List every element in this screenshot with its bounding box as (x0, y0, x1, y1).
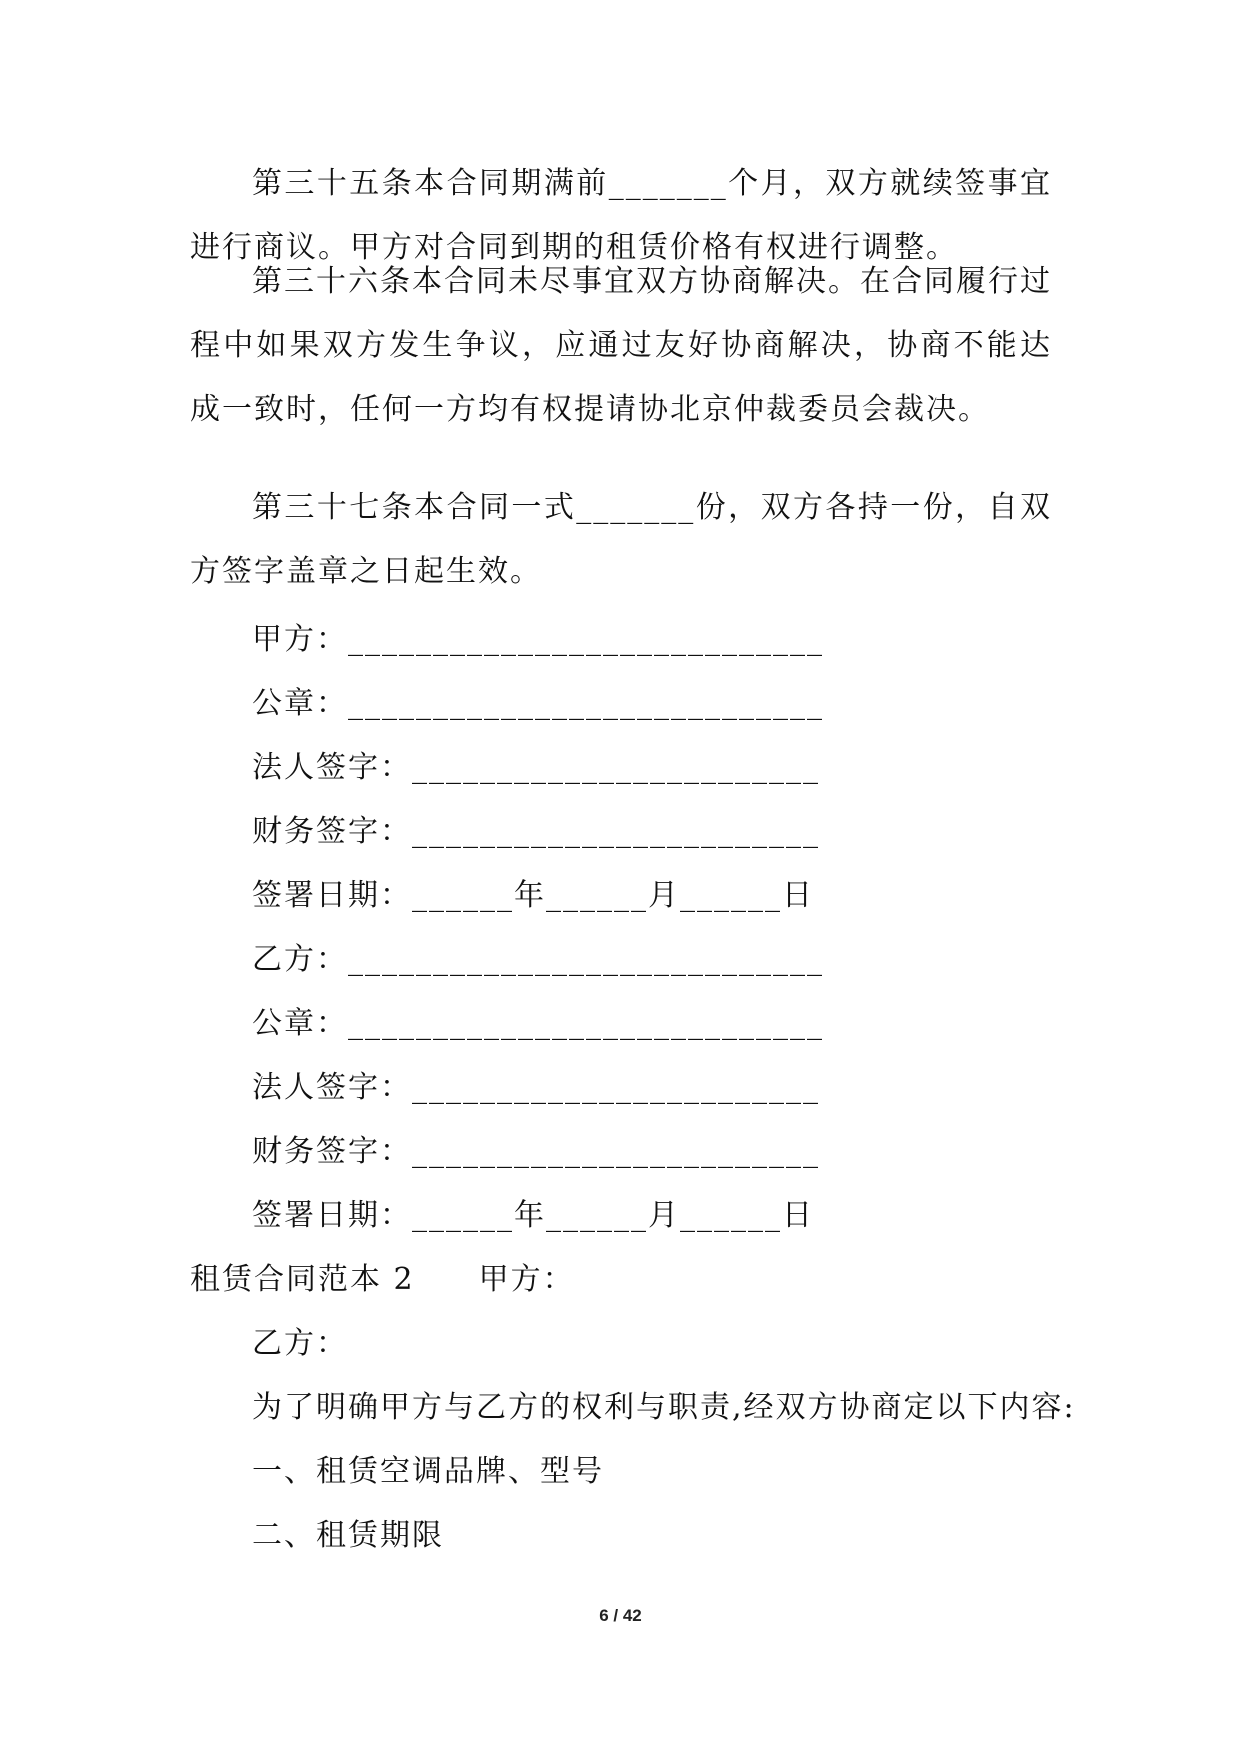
sign-date-b-line: 签署日期：______年______月______日 (252, 1198, 814, 1233)
clause-36-paragraph: 第三十六条本合同未尽事宜双方协商解决。在合同履行过程中如果双方发生争议，应通过友好协商解决，协商不能达成一致时，任何一方均有权提请协北京仲裁委员会裁决。 (190, 264, 1052, 427)
party-a-line: 甲方：____________________________ (252, 622, 824, 657)
seal-b-line: 公章：____________________________ (252, 1006, 824, 1041)
party-b-line: 乙方：____________________________ (252, 942, 824, 977)
section2-party-b: 乙方： (252, 1326, 348, 1361)
section2-intro: 为了明确甲方与乙方的权利与职责,经双方协商定以下内容: (252, 1390, 1076, 1425)
legal-signature-a-line: 法人签字：________________________ (252, 750, 820, 785)
contract-template-2-heading: 租赁合同范本 2 甲方： (190, 1262, 575, 1297)
legal-signature-b-line: 法人签字：________________________ (252, 1070, 820, 1105)
finance-signature-a-line: 财务签字：________________________ (252, 814, 820, 849)
finance-signature-b-line: 财务签字：________________________ (252, 1134, 820, 1169)
section2-item-1: 一、租赁空调品牌、型号 (252, 1454, 604, 1489)
clause-35-paragraph: 第三十五条本合同期满前_______个月，双方就续签事宜进行商议。甲方对合同到期的租赁价格有权进行调整。 (190, 166, 1052, 265)
page-number: 6 / 42 (599, 1606, 642, 1625)
sign-date-a-line: 签署日期：______年______月______日 (252, 878, 814, 913)
seal-a-line: 公章：____________________________ (252, 686, 824, 721)
clause-37-paragraph: 第三十七条本合同一式_______份，双方各持一份，自双方签字盖章之日起生效。 (190, 490, 1052, 589)
section2-item-2: 二、租赁期限 (252, 1518, 444, 1553)
